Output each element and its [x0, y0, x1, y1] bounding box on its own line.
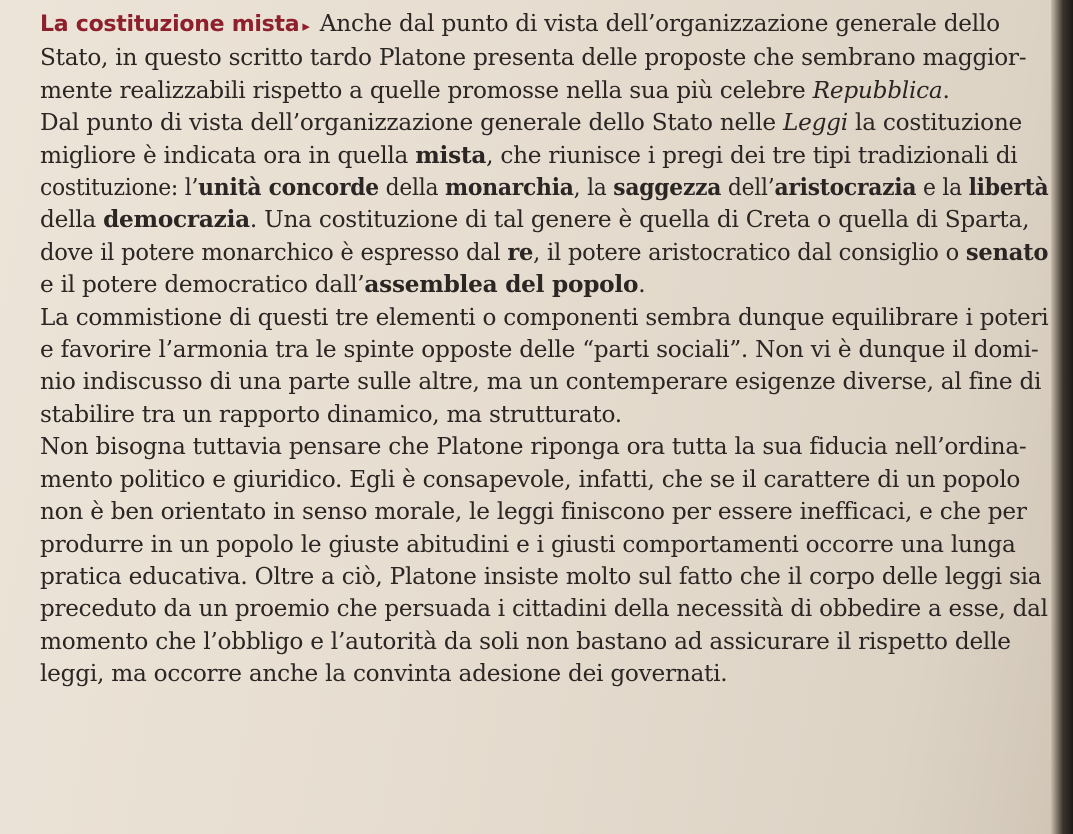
italic-term: Repubblica [812, 76, 943, 104]
text-line: pratica educativa. Oltre a ciò, Platone insiste molto sul fatto che il corpo delle leggi sia [40, 562, 1042, 590]
page-text [40, 8, 1048, 691]
text-line: momento che l’obbligo e l’autorità da soli non bastano ad assicurare il rispetto delle [40, 627, 1011, 655]
bold-term: senato [965, 238, 1049, 266]
text-line: La commistione di questi tre elementi o componenti sembra dunque equilibrare i poteri [40, 303, 1049, 331]
text-line: e favorire l’armonia tra le spinte opposte delle “parti sociali”. Non vi è dunque il domi- [40, 336, 1039, 364]
bold-term: saggezza [613, 174, 722, 202]
text-line: produrre in un popolo le giuste abitudini e i giusti comportamenti occorre una lunga [40, 530, 1016, 558]
text-line: nio indiscusso di una parte sulle altre, ma un contemperare esigenze diverse, al fine di [40, 368, 1042, 396]
text-line: dove il potere monarchico è espresso dal re, il potere aristocratico dal consiglio o senato [40, 238, 1049, 266]
page-edge-shadow [1051, 0, 1073, 834]
bold-term: assemblea del popolo [364, 271, 639, 299]
text-line: non è ben orientato in senso morale, le leggi finiscono per essere inefficaci, e che per [40, 498, 1027, 526]
text-line: leggi, ma occorre anche la convinta adesione dei governati. [40, 660, 728, 688]
bold-term: mista [415, 141, 487, 169]
text-line: costituzione: l’unità concorde della monarchia, la saggezza dell’aristocrazia e la libertà [40, 174, 1049, 202]
bold-term: re [507, 238, 534, 266]
bold-term: libertà [968, 174, 1049, 202]
text-line: della democrazia. Una costituzione di tal genere è quella di Creta o quella di Sparta, [40, 206, 1030, 234]
text-line: mento politico e giuridico. Egli è consapevole, infatti, che se il carattere di un popolo [40, 465, 1021, 493]
bold-term: unità concorde [198, 174, 379, 202]
text-line: mente realizzabili rispetto a quelle promosse nella sua più celebre Repubblica. [40, 76, 950, 104]
section-heading: La costituzione mista [40, 12, 300, 37]
text-line: e il potere democratico dall’assemblea del popolo. [40, 271, 646, 299]
bold-term: monarchia [445, 174, 574, 202]
bold-term: aristocrazia [774, 174, 917, 202]
text-line: La costituzione mista ▸ Anche dal punto di vista dell’organizzazione generale dello [40, 10, 1000, 37]
italic-term: Leggi [782, 109, 848, 137]
text-line: Dal punto di vista dell’organizzazione generale dello Stato nelle Leggi la costituzione [40, 109, 1022, 137]
text-line: Stato, in questo scritto tardo Platone presenta delle proposte che sembrano maggior- [40, 44, 1027, 72]
text-line: preceduto da un proemio che persuada i cittadini della necessità di obbedire a esse, dal [40, 595, 1048, 623]
arrow-icon: ▸ [302, 17, 310, 35]
text-line: Non bisogna tuttavia pensare che Platone riponga ora tutta la sua fiducia nell’ordina- [40, 433, 1027, 461]
text-line: stabilire tra un rapporto dinamico, ma strutturato. [40, 400, 622, 428]
text-line: migliore è indicata ora in quella mista, che riunisce i pregi dei tre tipi tradizionali di [40, 141, 1018, 169]
bold-term: democrazia [103, 206, 250, 234]
